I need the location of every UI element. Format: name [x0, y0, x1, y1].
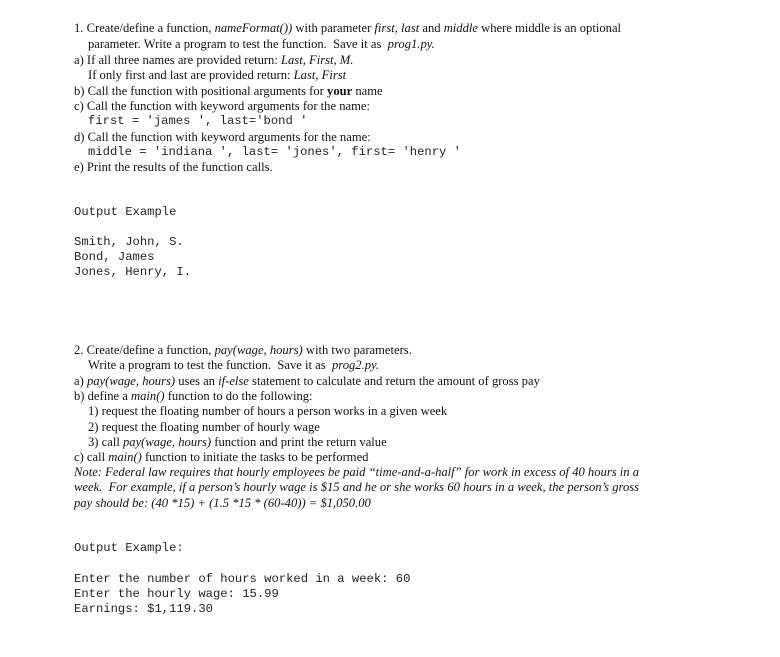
q2-item-b3	[88, 435, 387, 450]
q2-output-line: Earnings: $1,119.30	[74, 602, 213, 616]
q1-text: and	[419, 21, 444, 35]
q2-output-title: Output Example:	[74, 541, 184, 555]
q2-note-line: Note: Federal law requires that hourly employees be paid “time-and-a-half” for work in excess of 40 hours in a	[74, 465, 640, 479]
q2-item-a	[74, 374, 540, 389]
q1-text: where middle is an optional	[477, 21, 622, 35]
q2-text: with two parameters.	[302, 343, 412, 357]
q1-text: b) Call the function with positional arguments for	[74, 84, 328, 98]
q1-return-format: Last, First	[293, 68, 347, 82]
q2-function-name: pay(wage, hours)	[214, 343, 303, 357]
q2-text: uses an	[175, 374, 219, 388]
q2-text: 2. Create/define a function,	[74, 343, 215, 357]
q2-item-b1: 1) request the floating number of hours a person works in a given week	[88, 404, 448, 418]
q1-code-d: middle = 'indiana ', last= 'jones', first= 'henry '	[88, 145, 461, 159]
q2-note-line: pay should be: (40 *15) + (1.5 *15 * (60-40)) = $1,050.00	[74, 496, 371, 510]
q2-item-b2: 2) request the floating number of hourly wage	[88, 420, 320, 434]
q2-text: c) call	[74, 450, 109, 464]
q2-function-name: pay(wage, hours)	[122, 435, 212, 449]
q1-text: 1. Create/define a function,	[74, 21, 215, 35]
q1-line1	[74, 21, 621, 36]
q1-output-title: Output Example	[74, 205, 177, 219]
q1-item-b	[74, 84, 383, 99]
q1-item-a2	[88, 68, 346, 83]
q2-text: statement to calculate and return the amount of gross pay	[248, 374, 540, 388]
q2-filename: prog2.py.	[331, 358, 380, 372]
q2-text: function and print the return value	[211, 435, 387, 449]
q1-filename: prog1.py.	[387, 37, 435, 51]
q1-code-c: first = 'james ', last='bond '	[88, 114, 308, 128]
q2-output-line: Enter the number of hours worked in a week: 60	[74, 572, 411, 586]
q2-keyword: if-else	[218, 374, 249, 388]
q2-text: function to initiate the tasks to be performed	[141, 450, 369, 464]
q2-text: b) define a	[74, 389, 131, 403]
q2-item-c	[74, 450, 368, 465]
q2-function-name: main()	[108, 450, 142, 464]
q2-function-name: main()	[131, 389, 165, 403]
q2-line2	[88, 358, 379, 373]
q2-item-b	[74, 389, 313, 404]
q1-item-e: e) Print the results of the function calls.	[74, 160, 273, 174]
q1-line2	[88, 37, 435, 52]
q1-text: a) If all three names are provided return:	[74, 53, 281, 67]
q1-text: If only first and last are provided return:	[88, 68, 294, 82]
q1-output-line: Jones, Henry, I.	[74, 265, 192, 279]
q1-function-name: nameFormat())	[214, 21, 293, 35]
q1-item-a	[74, 53, 353, 68]
q1-text: parameter. Write a program to test the function. Save it as	[88, 37, 388, 51]
q2-text: 3) call	[88, 435, 123, 449]
q1-bold-word: your	[327, 84, 353, 98]
q1-text: name	[352, 84, 383, 98]
q2-text: Write a program to test the function. Save it as	[88, 358, 332, 372]
q1-item-d: d) Call the function with keyword arguments for the name:	[74, 130, 371, 144]
q2-line1	[74, 343, 412, 358]
q1-text: with parameter	[292, 21, 375, 35]
q1-param-first-last: first, last	[374, 21, 420, 35]
q1-return-format: Last, First, M.	[281, 53, 354, 67]
q2-note-line: week. For example, if a person’s hourly wage is $15 and he or she works 60 hours in a week, the person’s gross	[74, 480, 640, 494]
q1-item-c: c) Call the function with keyword arguments for the name:	[74, 99, 370, 113]
q1-param-middle: middle	[443, 21, 478, 35]
q1-output-line: Bond, James	[74, 250, 155, 264]
q1-output-line: Smith, John, S.	[74, 235, 184, 249]
q2-text: function to do the following:	[164, 389, 313, 403]
q2-text: a)	[74, 374, 87, 388]
q2-output-line: Enter the hourly wage: 15.99	[74, 587, 279, 601]
q2-function-name: pay(wage, hours)	[86, 374, 176, 388]
